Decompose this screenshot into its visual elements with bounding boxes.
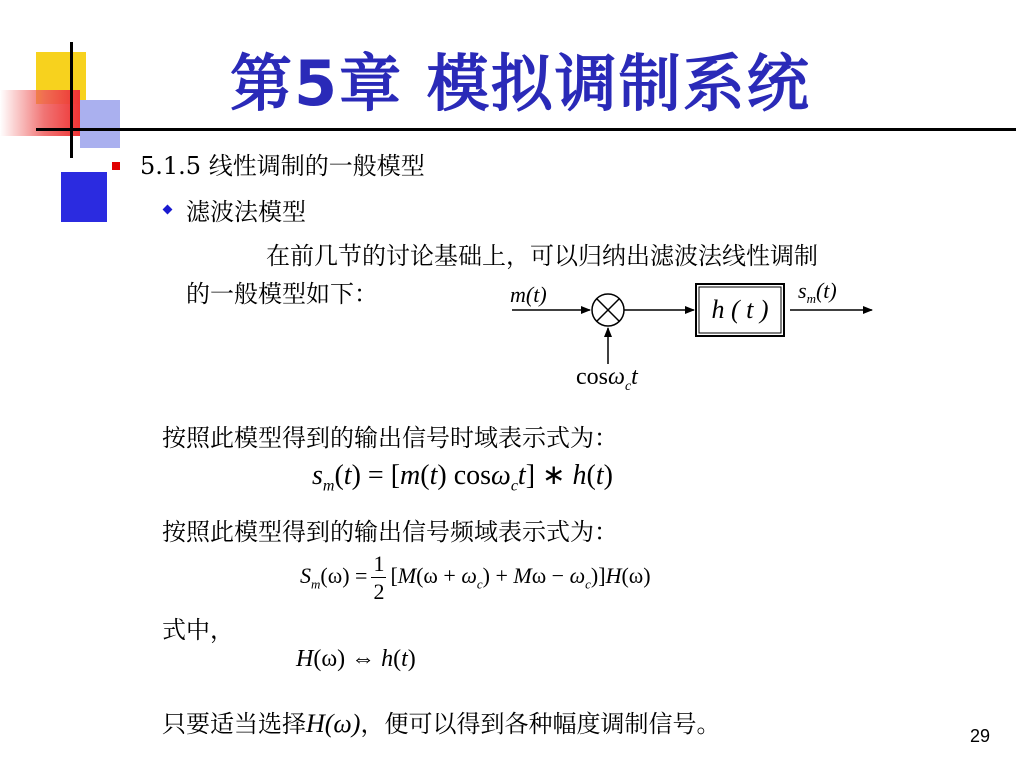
subsection-heading: 滤波法模型 bbox=[186, 198, 306, 226]
freq-domain-label: 按照此模型得到的输出信号频域表示式为： bbox=[162, 518, 618, 546]
output-signal-label: $s_m(t)$ bbox=[798, 278, 837, 306]
section-heading: 5.1.5 线性调制的一般模型 bbox=[140, 152, 425, 180]
freq-domain-equation: $S_m(\omega)$ = $\frac{1}{2}$ $[M(\omega + \omega_c) + M\omega - \omega_c)]H(\omega)$ bbox=[300, 550, 651, 604]
time-domain-label: 按照此模型得到的输出信号时域表示式为： bbox=[162, 424, 618, 452]
input-signal-label: m(t) bbox=[510, 282, 547, 307]
transform-pair-equation: H(ω) ⇔ h(t) bbox=[296, 646, 416, 672]
modulation-block-diagram bbox=[500, 268, 890, 398]
conclusion-variable: H(ω) bbox=[306, 709, 361, 738]
conclusion-prefix: 只要适当选择 bbox=[162, 710, 306, 738]
carrier-label: cosω$_c$t bbox=[576, 364, 638, 394]
intro-text-line1: 在前几节的讨论基础上，可以归纳出滤波法线性调制 bbox=[266, 242, 818, 270]
time-domain-equation: $s_m(t) = [m(t)$ cosω$_c$t] ∗ h(t) bbox=[312, 460, 613, 495]
title-underline bbox=[36, 128, 1016, 131]
square-bullet-icon bbox=[112, 162, 120, 170]
decoration-blue-square bbox=[61, 172, 107, 222]
slide-title: 第5章 模拟调制系统 bbox=[230, 47, 811, 120]
diamond-bullet-icon bbox=[163, 205, 173, 215]
filter-label: h ( t ) bbox=[711, 295, 769, 324]
decoration-vertical-line bbox=[70, 42, 73, 158]
intro-text-line2: 的一般模型如下： bbox=[186, 280, 378, 308]
page-number: 29 bbox=[969, 726, 990, 746]
decoration-lavender-square bbox=[80, 100, 120, 148]
where-label: 式中， bbox=[162, 616, 234, 644]
conclusion-suffix: ，便可以得到各种幅度调制信号。 bbox=[360, 710, 721, 738]
conclusion-text bbox=[162, 704, 720, 739]
